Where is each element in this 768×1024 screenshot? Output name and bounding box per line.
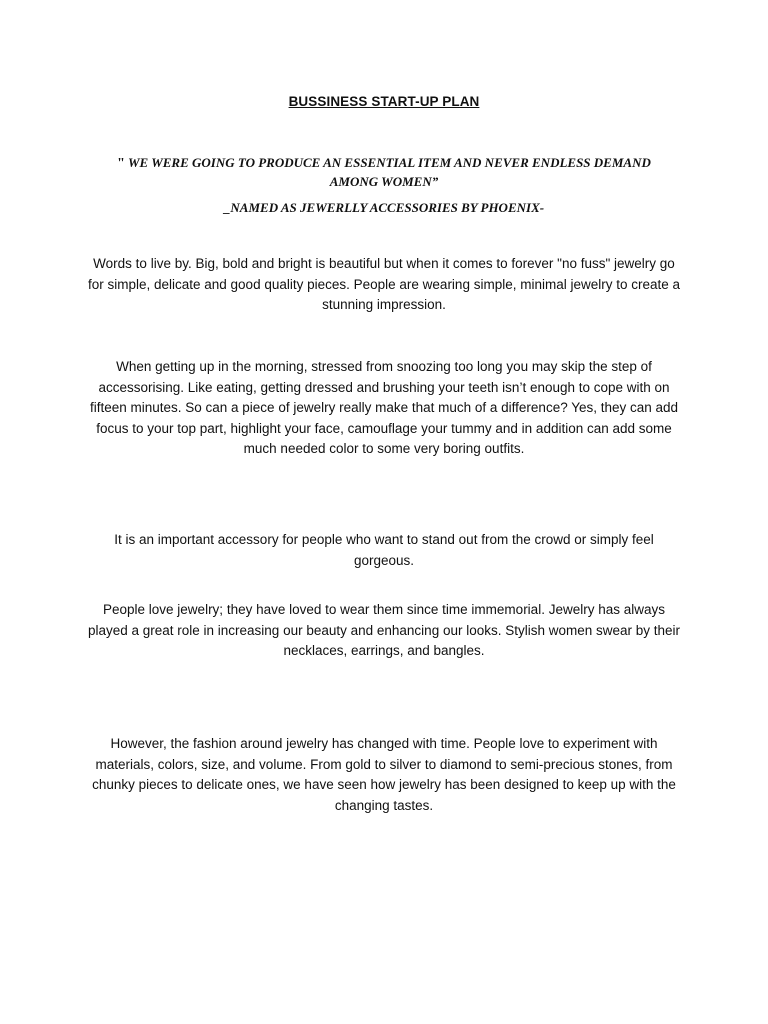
named-line: _NAMED AS JEWERLLY ACCESSORIES BY PHOENIX- bbox=[223, 200, 545, 215]
paragraph: However, the fashion around jewelry has changed with time. People love to experiment with materials, colors, size, and volume. From gold to silver to diamond to semi-precious stones, from chunky pieces to delicate ones, we have seen how jewelry has been designed to keep up with the changing tastes. bbox=[92, 736, 676, 813]
document-title: BUSSINESS START-UP PLAN bbox=[288, 94, 480, 109]
tagline-quote bbox=[92, 154, 676, 191]
paragraph: People love jewelry; they have loved to wear them since time immemorial. Jewelry has always played a great role in increasing our beauty and enhancing our looks. Stylish women swear by their necklaces, earrings, and bangles. bbox=[87, 602, 681, 658]
paragraph: When getting up in the morning, stressed from snoozing too long you may skip the step of accessorising. Like eating, getting dressed and brushing your teeth isn’t enough to cope with on fifteen minutes. So can a piece of jewelry really make that much of a difference? Yes, they can add focus to your top part, highlight your face, camouflage your tummy and in addition can add some much needed color to some very boring outfits. bbox=[89, 359, 679, 456]
quote-mark: " bbox=[117, 156, 125, 171]
paragraph: Words to live by. Big, bold and bright is beautiful but when it comes to forever "no fuss" jewelry go for simple, delicate and good quality pieces. People are wearing simple, minimal jewelry to create a stunning impression. bbox=[87, 256, 681, 312]
quote-text: WE WERE GOING TO PRODUCE AN ESSENTIAL ITEM AND NEVER ENDLESS DEMAND AMONG WOMEN” bbox=[124, 155, 651, 189]
paragraph: It is an important accessory for people who want to stand out from the crowd or simply feel gorgeous. bbox=[114, 532, 654, 568]
